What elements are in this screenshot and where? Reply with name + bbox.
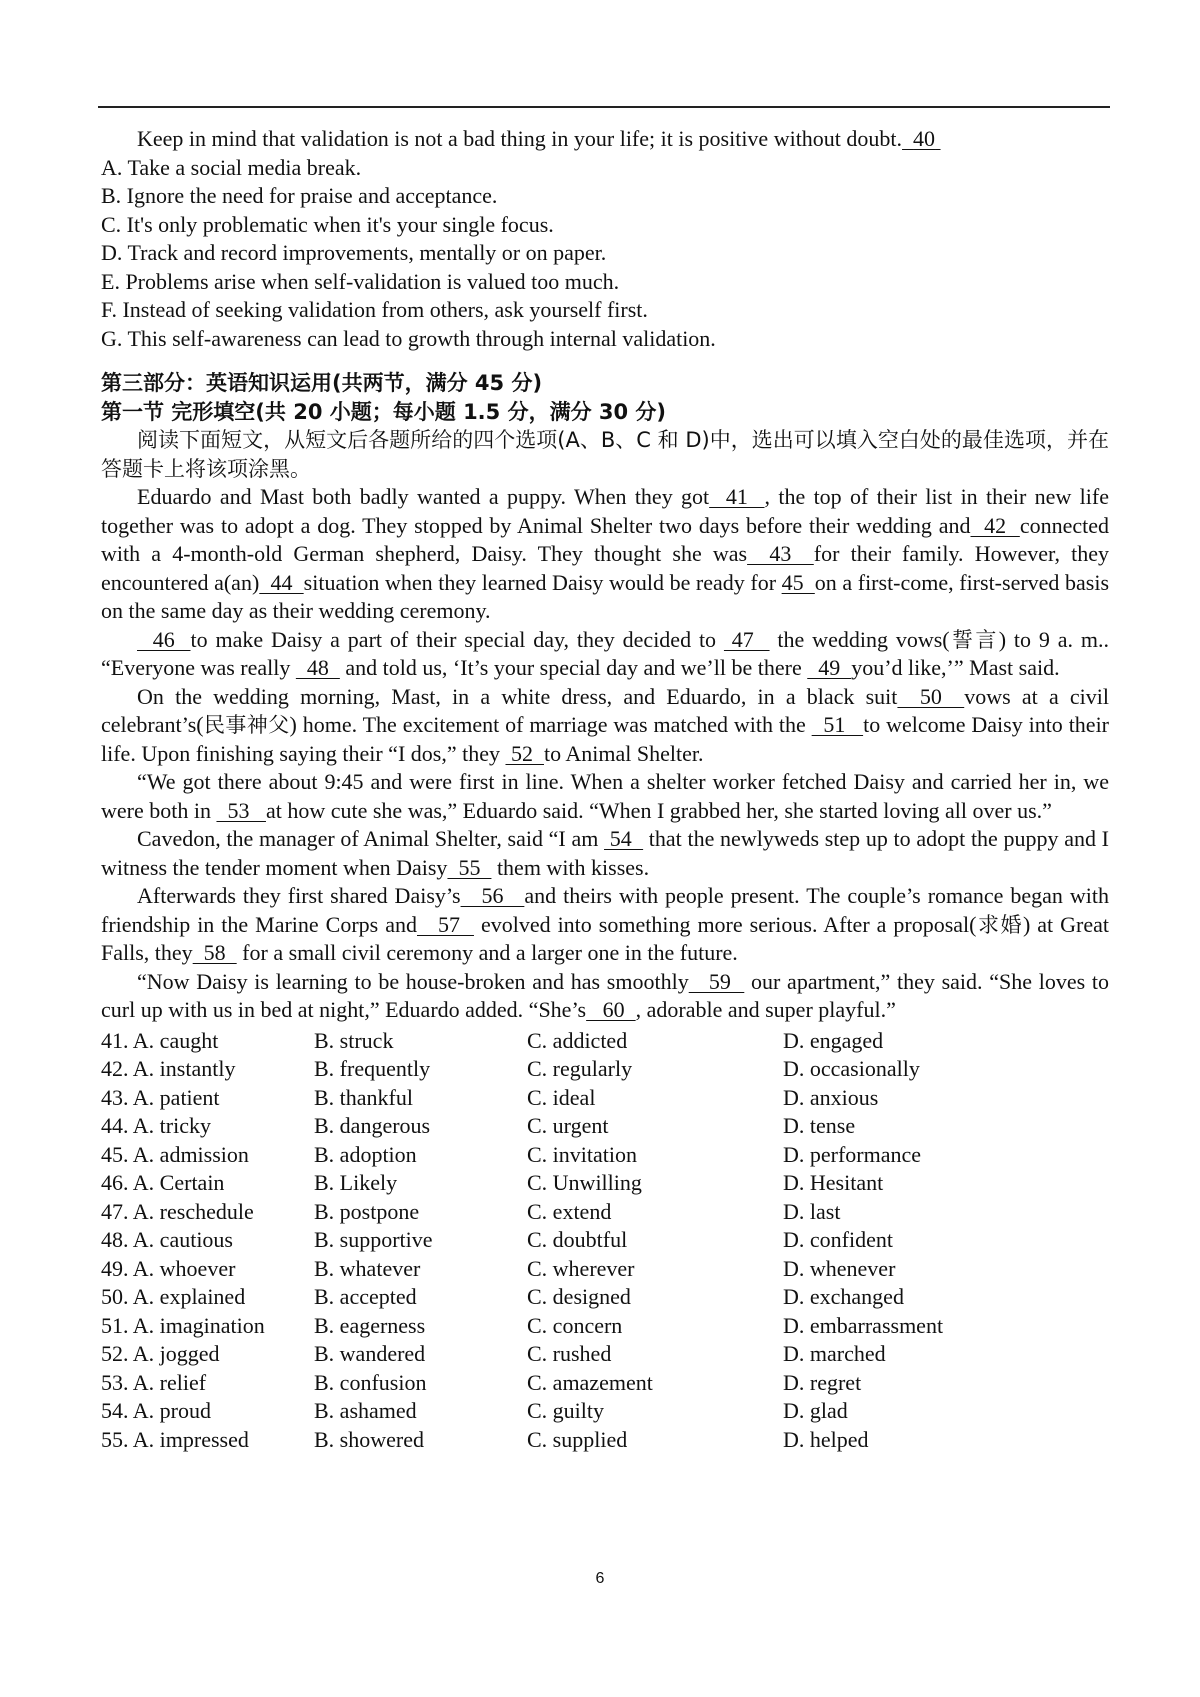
seven-choice-option: C. It's only problematic when it's your single focus. — [101, 211, 554, 237]
cloze-paragraph — [101, 968, 1109, 1025]
cloze-blank: 51 — [811, 712, 864, 737]
blank-40 — [902, 126, 941, 151]
cloze-blank: 43 — [747, 541, 814, 566]
seven-choice-option: B. Ignore the need for praise and acceptance. — [101, 183, 498, 208]
option-row — [101, 1369, 1109, 1398]
option-choice: D. last — [783, 1198, 841, 1224]
passage-text: vows at a civil celebrant’s( — [101, 683, 1110, 737]
part-title: 第三部分：英语知识运用(共两节，满分 45 分) — [101, 371, 543, 395]
option-choice: C. wherever — [527, 1255, 635, 1281]
option-choice: C. guilty — [527, 1398, 605, 1423]
option-row — [101, 1283, 1109, 1312]
seven-choice-option: E. Problems arise when self-validation is valued too much. — [101, 268, 620, 294]
option-choice: C. urgent — [527, 1113, 609, 1138]
page-number: 6 — [595, 1570, 605, 1587]
passage-text: evolved into something more serious. After a proposal( — [473, 911, 977, 937]
cloze-blank: 54 — [604, 826, 644, 851]
option-choice: C. supplied — [527, 1426, 628, 1452]
option-row — [101, 1141, 1109, 1170]
cloze-blank: 50 — [897, 683, 965, 709]
passage-text: you’d like,’” Mast said. — [851, 655, 1060, 680]
passage-text: ) to 9 a. m.. “Everyone was really — [101, 626, 1110, 680]
option-choice: D. performance — [783, 1141, 922, 1167]
option-choice: C. extend — [527, 1198, 612, 1224]
option-choice: B. frequently — [314, 1056, 431, 1081]
option-choice: 49. A. whoever — [101, 1255, 236, 1281]
option-choice: 41. A. caught — [101, 1027, 219, 1053]
cloze-blank: 44 — [259, 569, 304, 595]
option-choice: D. regret — [783, 1369, 862, 1395]
passage-text: “Now Daisy is learning to be house-broken and has smoothly — [137, 968, 689, 994]
passage-text: Afterwards they first shared Daisy’s — [137, 883, 461, 908]
passage-text: connected with a 4-month-old German shepherd, Daisy. They thought she was — [101, 512, 1109, 566]
option-choice: B. accepted — [314, 1284, 417, 1309]
option-choice: 46. A. Certain — [101, 1170, 225, 1195]
cloze-blank: 45 — [781, 569, 815, 595]
option-choice: 47. A. reschedule — [101, 1198, 254, 1224]
option-choice: B. adoption — [314, 1141, 417, 1167]
passage-text: the wedding vows( — [769, 626, 950, 652]
passage-last-sentence-text: Keep in mind that validation is not a bad thing in your life; it is positive without doubt. — [137, 126, 903, 151]
option-choice: D. occasionally — [783, 1056, 920, 1081]
option-choice: 50. A. explained — [101, 1284, 246, 1309]
option-choice: B. thankful — [314, 1084, 413, 1110]
option-choice: B. ashamed — [314, 1398, 417, 1423]
page-content — [101, 125, 1109, 1454]
option-choice: B. confusion — [314, 1369, 427, 1395]
passage-text: , adorable and super playful.” — [635, 997, 896, 1022]
cloze-blank: 41 — [709, 484, 765, 509]
option-choice: B. whatever — [314, 1255, 421, 1281]
passage-text: to welcome Daisy into their life. Upon finishing saying their “I dos,” they — [101, 712, 1110, 766]
option-choice: C. regularly — [527, 1056, 633, 1081]
option-choice: 48. A. cautious — [101, 1227, 233, 1252]
option-row — [101, 1169, 1109, 1198]
cloze-blank: 49 — [807, 655, 852, 680]
option-choice: 43. A. patient — [101, 1084, 220, 1110]
option-choice: C. addicted — [527, 1027, 628, 1053]
option-choice: D. embarrassment — [783, 1312, 944, 1338]
cloze-paragraph — [101, 882, 1109, 968]
option-choice: B. Likely — [314, 1170, 398, 1195]
option-choice: B. eagerness — [314, 1312, 426, 1338]
cloze-blank: 53 — [216, 797, 266, 823]
option-choice: 51. A. imagination — [101, 1312, 265, 1338]
option-choice: B. supportive — [314, 1227, 433, 1252]
option-row — [101, 1340, 1109, 1369]
cloze-blank: 46 — [137, 626, 191, 652]
option-choice: C. invitation — [527, 1141, 637, 1167]
option-choice: 44. A. tricky — [101, 1113, 211, 1138]
option-choice: 42. A. instantly — [101, 1056, 236, 1081]
blank-40-number: 40 — [913, 126, 936, 151]
passage-text: for their family. However, they encountered a(an) — [101, 541, 1110, 595]
cloze-blank: 59 — [688, 968, 745, 994]
passage-text: our apartment,” they said. “She loves to curl up with us in bed at night,” Eduardo added. “She’s — [101, 968, 1110, 1022]
passage-text: situation when they learned Daisy would be ready for — [303, 569, 782, 595]
option-choice: C. concern — [527, 1312, 623, 1338]
section-instructions: 阅读下面短文，从短文后各题所给的四个选项(A、B、C 和 D)中，选出可以填入空白处的最佳选项，并在答题卡上将该项涂黑。 — [101, 428, 1109, 481]
option-choice: C. Unwilling — [527, 1170, 642, 1195]
option-row — [101, 1055, 1109, 1084]
option-choice: B. struck — [314, 1027, 394, 1053]
cloze-blank: 57 — [417, 911, 474, 937]
passage-text: On the wedding morning, Mast, in a white dress, and Eduardo, in a black suit — [137, 683, 898, 709]
option-row — [101, 1084, 1109, 1113]
cloze-paragraph — [101, 483, 1109, 626]
option-choice: D. confident — [783, 1227, 893, 1252]
seven-choice-option: F. Instead of seeking validation from others, ask yourself first. — [101, 297, 648, 322]
cloze-blank: 48 — [295, 655, 340, 680]
cloze-blank: 58 — [192, 940, 237, 965]
passage-text: ) at Great Falls, they — [101, 911, 1109, 965]
passage-text: “We got there about 9:45 and were first in line. When a shelter worker fetched Daisy and carried her in, we were both in — [101, 769, 1109, 823]
passage-text: , the top of their list in their new life together was to adopt a dog. They stopped by Animal Shelter two days before their wedding and — [101, 484, 1109, 538]
seven-choice-option: G. This self-awareness can lead to growth through internal validation. — [101, 325, 716, 351]
option-choice: D. glad — [783, 1398, 848, 1423]
option-row — [101, 1112, 1109, 1141]
cloze-blank: 60 — [586, 997, 636, 1022]
option-choice: D. marched — [783, 1341, 886, 1366]
option-choice: 52. A. jogged — [101, 1341, 220, 1366]
passage-text: Eduardo and Mast both badly wanted a puppy. When they got — [137, 484, 710, 509]
option-choice: D. Hesitant — [783, 1170, 884, 1195]
option-row — [101, 1312, 1109, 1341]
passage-text: for a small civil ceremony and a larger one in the future. — [236, 940, 738, 965]
option-choice: D. whenever — [783, 1255, 896, 1281]
option-choice: C. amazement — [527, 1369, 653, 1395]
option-choice: B. showered — [314, 1426, 424, 1452]
option-row — [101, 1226, 1109, 1255]
option-choice: D. exchanged — [783, 1284, 904, 1309]
seven-choice-option: A. Take a social media break. — [101, 154, 362, 180]
header-rule — [98, 106, 1110, 108]
cloze-paragraph — [101, 825, 1109, 882]
passage-text: them with kisses. — [491, 854, 650, 880]
option-row — [101, 1198, 1109, 1227]
cloze-paragraph — [101, 683, 1109, 769]
cloze-paragraph — [101, 626, 1109, 683]
option-choice: C. designed — [527, 1284, 631, 1309]
option-choice: B. wandered — [314, 1341, 426, 1366]
option-choice: 45. A. admission — [101, 1141, 249, 1167]
cloze-blank: 42 — [970, 512, 1020, 538]
cloze-options-table — [101, 1027, 1109, 1455]
cloze-blank: 47 — [723, 626, 770, 652]
chinese-gloss: 民事神父 — [203, 713, 290, 737]
passage-text: that the newlyweds step up to adopt the puppy and I witness the tender moment when Daisy — [101, 826, 1109, 880]
option-row — [101, 1426, 1109, 1455]
option-choice: C. doubtful — [527, 1227, 628, 1252]
option-choice: C. rushed — [527, 1341, 612, 1366]
passage-text: to make Daisy a part of their special day, they decided to — [190, 626, 724, 652]
passage-last-sentence — [101, 125, 1109, 154]
option-row — [101, 1397, 1109, 1426]
chinese-gloss: 誓言 — [949, 627, 999, 652]
option-row — [101, 1255, 1109, 1284]
cloze-paragraph — [101, 768, 1109, 825]
cloze-blank: 55 — [447, 854, 492, 880]
option-choice: D. helped — [783, 1426, 869, 1452]
passage-text: Cavedon, the manager of Animal Shelter, said “I am — [137, 826, 605, 851]
option-choice: D. tense — [783, 1113, 856, 1138]
cloze-blank: 56 — [460, 883, 525, 908]
passage-text: at how cute she was,” Eduardo said. “When I grabbed her, she started loving all over us.” — [265, 797, 1052, 823]
option-row — [101, 1027, 1109, 1056]
passage-text: and theirs with people present. The couple’s romance began with friendship in the Marine Corps and — [101, 883, 1109, 937]
chinese-gloss: 求婚 — [976, 912, 1023, 937]
seven-choice-options — [101, 154, 1109, 354]
option-choice: 55. A. impressed — [101, 1426, 249, 1452]
passage-text: ) home. The excitement of marriage was matched with the — [289, 712, 812, 737]
passage-text: to Animal Shelter. — [543, 740, 704, 766]
spacer — [101, 353, 1109, 369]
option-choice: D. anxious — [783, 1084, 879, 1110]
option-choice: C. ideal — [527, 1084, 596, 1110]
passage-text: on a first-come, first-served basis on the same day as their wedding ceremony. — [101, 569, 1110, 623]
passage-text: and told us, ‘It’s your special day and we’ll be there — [339, 655, 808, 680]
option-choice: 54. A. proud — [101, 1398, 211, 1423]
option-choice: B. dangerous — [314, 1113, 431, 1138]
option-choice: B. postpone — [314, 1198, 420, 1224]
cloze-passage — [101, 483, 1109, 1025]
section-title: 第一节 完形填空(共 20 小题；每小题 1.5 分，满分 30 分) — [101, 399, 667, 424]
option-choice: 53. A. relief — [101, 1369, 207, 1395]
option-choice: D. engaged — [783, 1027, 884, 1053]
cloze-blank: 52 — [505, 740, 544, 766]
seven-choice-option: D. Track and record improvements, mentally or on paper. — [101, 240, 607, 265]
